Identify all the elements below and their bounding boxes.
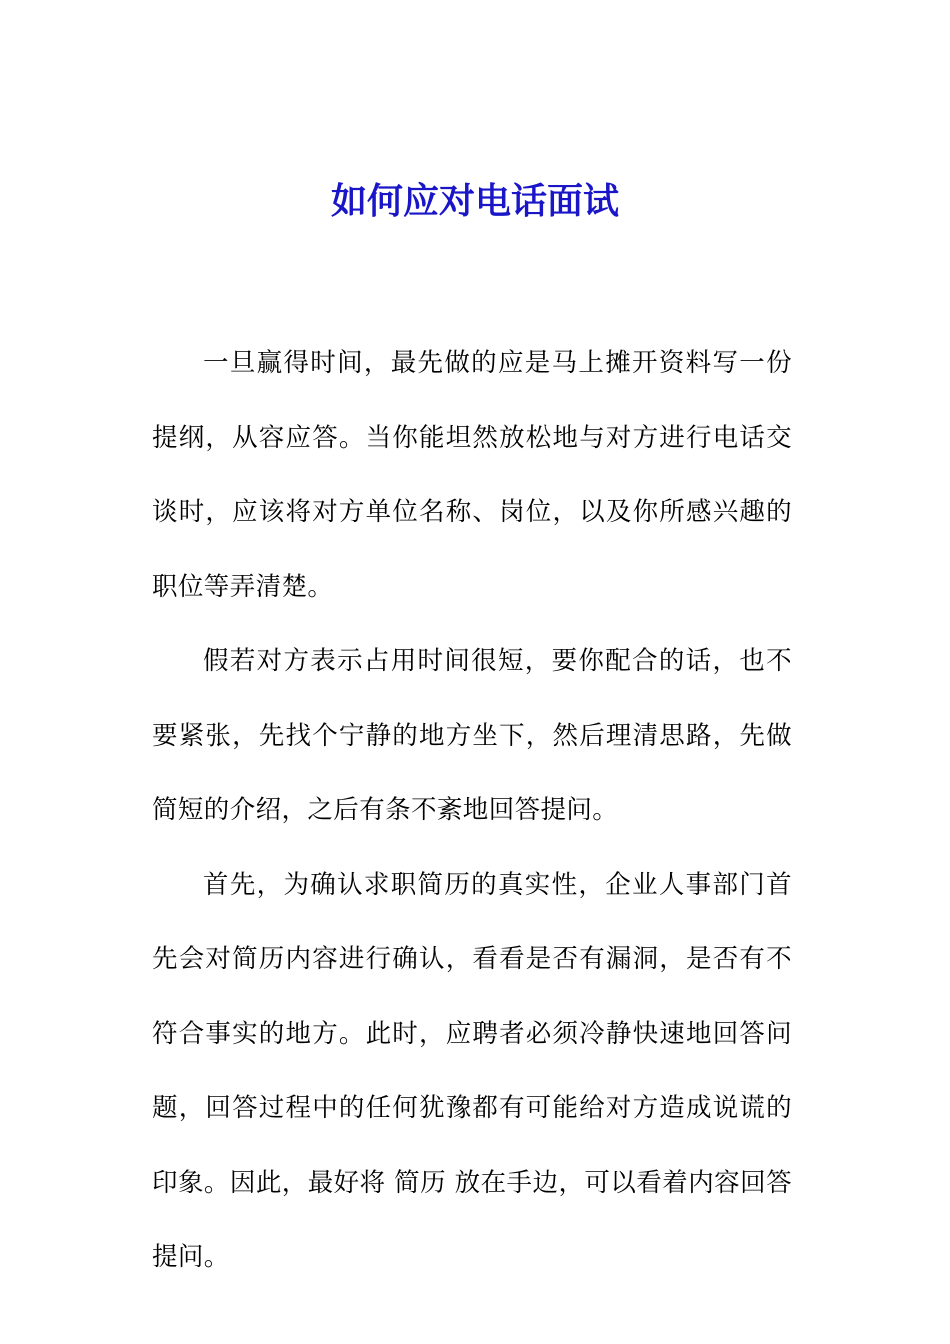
paragraph-2: 假若对方表示占用时间很短，要你配合的话，也不要紧张，先找个宁静的地方坐下，然后理清思路，先做简短的介绍，之后有条不紊地回答提问。 <box>152 646 792 825</box>
paragraph-1: 一旦赢得时间，最先做的应是马上摊开资料写一份提纲，从容应答。当你能坦然放松地与对方进行电话交谈时，应该将对方单位名称、岗位，以及你所感兴趣的职位等弄清楚。 <box>152 348 792 602</box>
page-title: 如何应对电话面试 <box>330 181 619 222</box>
paragraph-3: 首先，为确认求职简历的真实性，企业人事部门首先会对简历内容进行确认，看看是否有漏洞，是否有不符合事实的地方。此时，应聘者必须冷静快速地回答问题，回答过程中的任何犹豫都有可能给对方造成说谎的印象。因此，最好将 简历 放在手边，可以看着内容回答提问。 <box>152 869 792 1272</box>
document-body <box>152 326 792 1295</box>
